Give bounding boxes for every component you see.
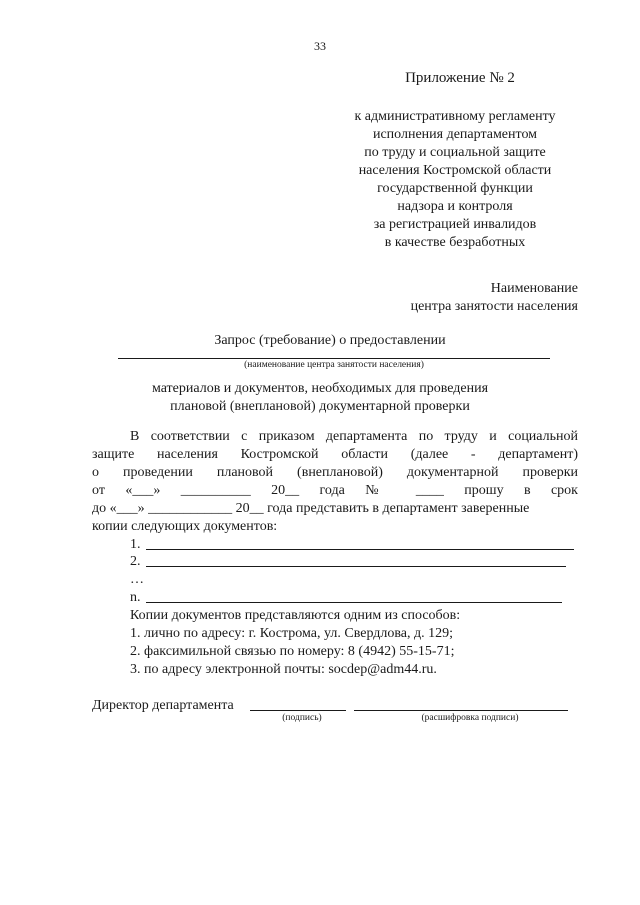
signature-line[interactable] (250, 710, 346, 711)
center-name-line (118, 358, 550, 359)
signature-decode-line[interactable] (354, 710, 568, 711)
appendix-subtitle-line: надзора и контроля (397, 199, 513, 214)
document-list-item: … (130, 572, 144, 587)
appendix-title: Приложение № 2 (405, 70, 515, 86)
document-list-item: 2. (130, 554, 141, 569)
document-blank-line[interactable] (146, 602, 562, 603)
document-blank-line[interactable] (146, 566, 566, 567)
methods-intro: Копии документов представляются одним из способов: (130, 608, 461, 623)
document-blank-line[interactable] (146, 549, 574, 550)
signature-label: Директор департамента (92, 698, 234, 713)
body-line: защите населения Костромской области (далее - департамент) (92, 447, 578, 462)
request-subtitle-line: материалов и документов, необходимых для проведения (151, 381, 489, 396)
request-title: Запрос (требование) о предоставлении (214, 333, 446, 348)
body-line: до «___» ____________ 20__ года представить в департамент заверенные (92, 501, 530, 516)
center-caption: (наименование центра занятости населения) (244, 360, 424, 370)
addressee-line: Наименование (490, 281, 578, 296)
appendix-subtitle-line: по труду и социальной защите (364, 145, 546, 160)
appendix-subtitle-line: исполнения департаментом (372, 127, 538, 142)
signature-decode-caption: (расшифровка подписи) (421, 713, 519, 723)
appendix-subtitle-line: в качестве безработных (384, 235, 526, 250)
appendix-subtitle-line: за регистрацией инвалидов (373, 217, 537, 232)
page-number: 33 (314, 39, 326, 53)
appendix-subtitle-line: государственной функции (377, 181, 533, 196)
body-line: В соответствии с приказом департамента по труду и социальной (130, 429, 578, 444)
addressee-line: центра занятости населения (410, 299, 578, 314)
appendix-subtitle-line: к административному регламенту (354, 109, 556, 124)
method-item: 1. лично по адресу: г. Кострома, ул. Свердлова, д. 129; (130, 626, 454, 641)
document-list-item: n. (130, 590, 141, 605)
document-list-item: 1. (130, 537, 141, 552)
appendix-subtitle-line: населения Костромской области (358, 163, 552, 178)
method-item: 2. факсимильной связью по номеру: 8 (4942) 55-15-71; (130, 644, 455, 659)
body-line: о проведении плановой (внеплановой) документарной проверки (92, 465, 578, 480)
method-item: 3. по адресу электронной почты: socdep@adm44.ru. (130, 662, 437, 677)
body-line: от «___» __________ 20__ года № ____ прошу в срок (92, 483, 578, 498)
body-line: копии следующих документов: (92, 519, 278, 534)
signature-caption: (подпись) (282, 713, 322, 723)
request-subtitle-line: плановой (внеплановой) документарной проверки (170, 399, 470, 414)
